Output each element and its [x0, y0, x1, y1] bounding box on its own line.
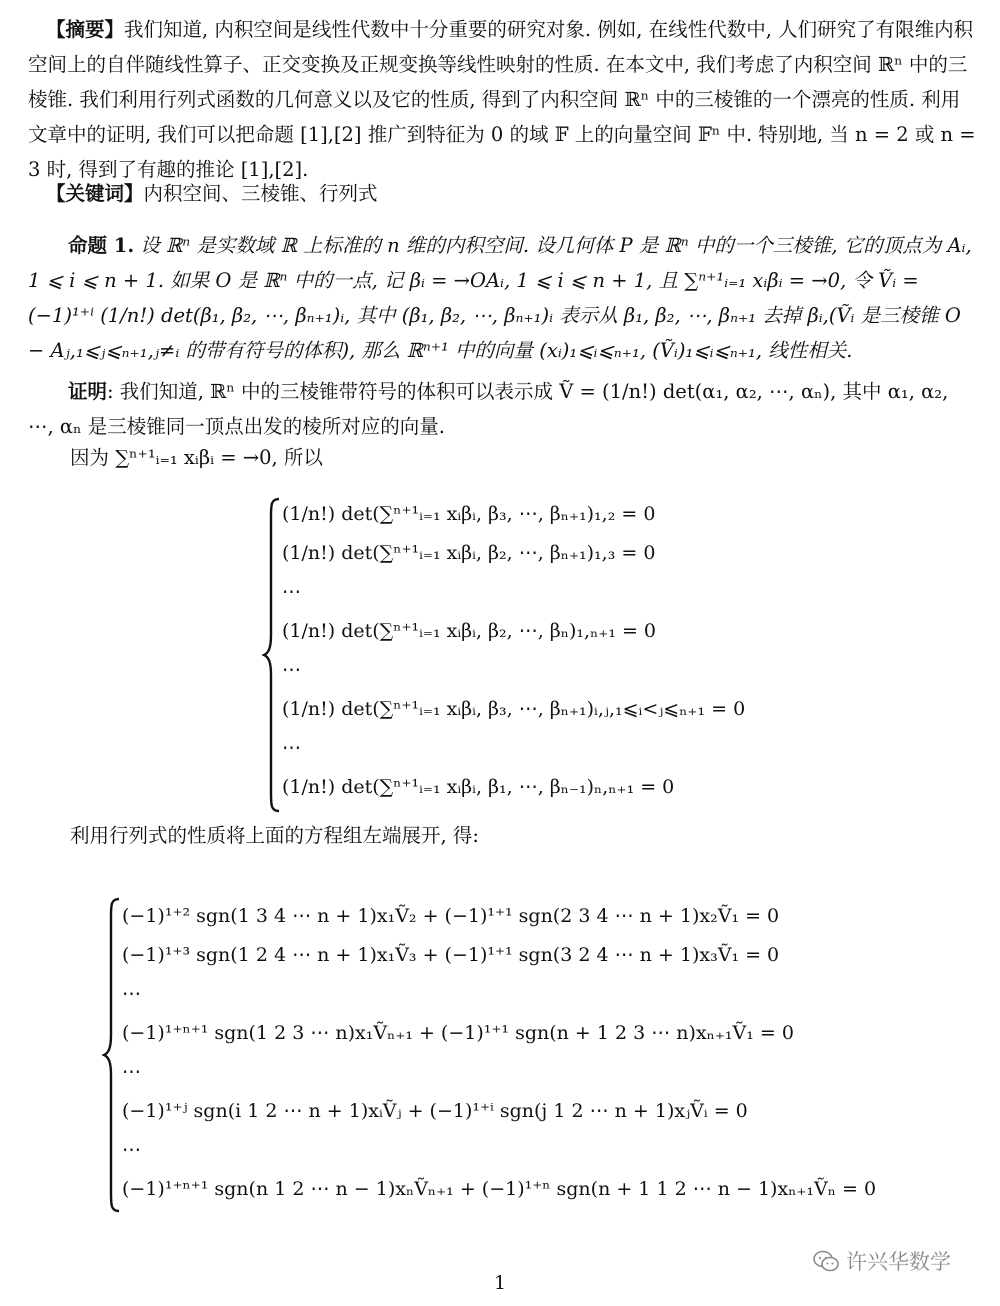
equation-row: (1/n!) det(∑ⁿ⁺¹ᵢ₌₁ xᵢβᵢ, β₁, ⋯, βₙ₋₁)ₙ,ₙ₊₁ = 0 [282, 776, 675, 798]
proof-label: 证明 [68, 380, 108, 403]
proposition-text: 设 ℝⁿ 是实数域 ℝ 上标准的 n 维的内积空间. 设几何体 P 是 ℝⁿ 中的一个三棱锥, 它的顶点为 Aᵢ, 1 ⩽ i ⩽ n + 1. 如果 O 是 ℝⁿ 中的一点, 记 βᵢ = →OAᵢ, 1 ⩽ i ⩽ n + 1, 且 ∑ⁿ⁺¹ᵢ₌₁ xᵢβᵢ = →0, 令 Ṽᵢ = (−1)¹⁺ⁱ (1/n!) det(β₁, β₂, ⋯, βₙ₊₁)ᵢ, 其中 (β₁, β₂, ⋯, βₙ₊₁)ᵢ 表示从 β₁, β₂, ⋯, βₙ₊₁ 去掉 βᵢ,(Ṽᵢ 是三棱锥 O − Aⱼ,₁⩽ⱼ⩽ₙ₊₁,ⱼ≠ᵢ 的带有符号的体积), 那么 ℝⁿ⁺¹ 中的向量 (xᵢ)₁⩽ᵢ⩽ₙ₊₁, (Ṽᵢ)₁⩽ᵢ⩽ₙ₊₁, 线性相关. [28, 234, 972, 362]
wechat-icon [812, 1249, 840, 1273]
equation-row: (1/n!) det(∑ⁿ⁺¹ᵢ₌₁ xᵢβᵢ, β₂, ⋯, βₙ)₁,ₙ₊₁ = 0 [282, 620, 657, 642]
proposition-label: 命题 1. [68, 234, 135, 257]
equation-row: (1/n!) det(∑ⁿ⁺¹ᵢ₌₁ xᵢβᵢ, β₂, ⋯, βₙ₊₁)₁,₃ = 0 [282, 542, 656, 564]
left-brace-icon [262, 495, 282, 815]
equation-ellipsis: ⋯ [122, 983, 141, 1005]
keywords-line [46, 176, 996, 211]
because-line: 因为 ∑ⁿ⁺¹ᵢ₌₁ xᵢβᵢ = →0, 所以 [70, 446, 323, 469]
equation-row: (−1)¹⁺ʲ sgn(i 1 2 ⋯ n + 1)xᵢṼⱼ + (−1)¹⁺ⁱ sgn(j 1 2 ⋯ n + 1)xⱼṼᵢ = 0 [122, 1100, 748, 1122]
equation-ellipsis: ⋯ [282, 659, 301, 681]
equation-ellipsis: ⋯ [282, 581, 301, 603]
keywords-text: 内积空间、三棱锥、行列式 [143, 182, 378, 205]
proof-paragraph [28, 374, 978, 444]
equation-system-2 [102, 895, 962, 1215]
expand-line: 利用行列式的性质将上面的方程组左端展开, 得: [70, 824, 479, 847]
equation-row: (−1)¹⁺ⁿ⁺¹ sgn(1 2 3 ⋯ n)x₁Ṽₙ₊₁ + (−1)¹⁺¹ sgn(n + 1 2 3 ⋯ n)xₙ₊₁Ṽ₁ = 0 [122, 1022, 794, 1044]
equation-row: (1/n!) det(∑ⁿ⁺¹ᵢ₌₁ xᵢβᵢ, β₃, ⋯, βₙ₊₁)₁,₂ = 0 [282, 503, 656, 525]
abstract-text: 我们知道, 内积空间是线性代数中十分重要的研究对象. 例如, 在线性代数中, 人们研究了有限维内积空间上的自伴随线性算子、正交变换及正规变换等线性映射的性质. 在本文中, 我们考虑了内积空间 ℝⁿ 中的三棱锥. 我们利用行列式函数的几何意义以及它的性质, 得到了内积空间 ℝⁿ 中的三棱锥的一个漂亮的性质. 利用文章中的证明, 我们可以把命题 [1],[2] 推广到特征为 0 的域 𝔽 上的向量空间 𝔽ⁿ 中. 特别地, 当 n = 2 或 n = 3 时, 得到了有趣的推论 [1],[2]. [28, 18, 976, 181]
abstract-paragraph [28, 12, 978, 187]
equation-row: (−1)¹⁺ⁿ⁺¹ sgn(n 1 2 ⋯ n − 1)xₙṼₙ₊₁ + (−1)¹⁺ⁿ sgn(n + 1 1 2 ⋯ n − 1)xₙ₊₁Ṽₙ = 0 [122, 1178, 877, 1200]
equation-row: (−1)¹⁺² sgn(1 3 4 ⋯ n + 1)x₁Ṽ₂ + (−1)¹⁺¹ sgn(2 3 4 ⋯ n + 1)x₂Ṽ₁ = 0 [122, 905, 780, 927]
equation-row: (1/n!) det(∑ⁿ⁺¹ᵢ₌₁ xᵢβᵢ, β₃, ⋯, βₙ₊₁)ᵢ,ⱼ,₁⩽ᵢ<ⱼ⩽ₙ₊₁ = 0 [282, 698, 746, 720]
proof-text: : 我们知道, ℝⁿ 中的三棱锥带符号的体积可以表示成 Ṽ = (1/n!) det(α₁, α₂, ⋯, αₙ), 其中 α₁, α₂, ⋯, αₙ 是三棱锥同一顶点出发的棱所对应的向量. [28, 380, 949, 438]
proposition-paragraph [28, 228, 978, 368]
equation-system-1 [262, 495, 822, 815]
equation-ellipsis: ⋯ [122, 1061, 141, 1083]
page-number: 1 [493, 1272, 507, 1294]
equation-row: (−1)¹⁺³ sgn(1 2 4 ⋯ n + 1)x₁Ṽ₃ + (−1)¹⁺¹ sgn(3 2 4 ⋯ n + 1)x₃Ṽ₁ = 0 [122, 944, 780, 966]
left-brace-icon [102, 895, 122, 1215]
abstract-label: 【摘要】 [46, 18, 125, 41]
equation-ellipsis: ⋯ [122, 1139, 141, 1161]
watermark-text: 许兴华数学 [846, 1250, 951, 1274]
keywords-label: 【关键词】 [46, 182, 144, 205]
equation-ellipsis: ⋯ [282, 737, 301, 759]
